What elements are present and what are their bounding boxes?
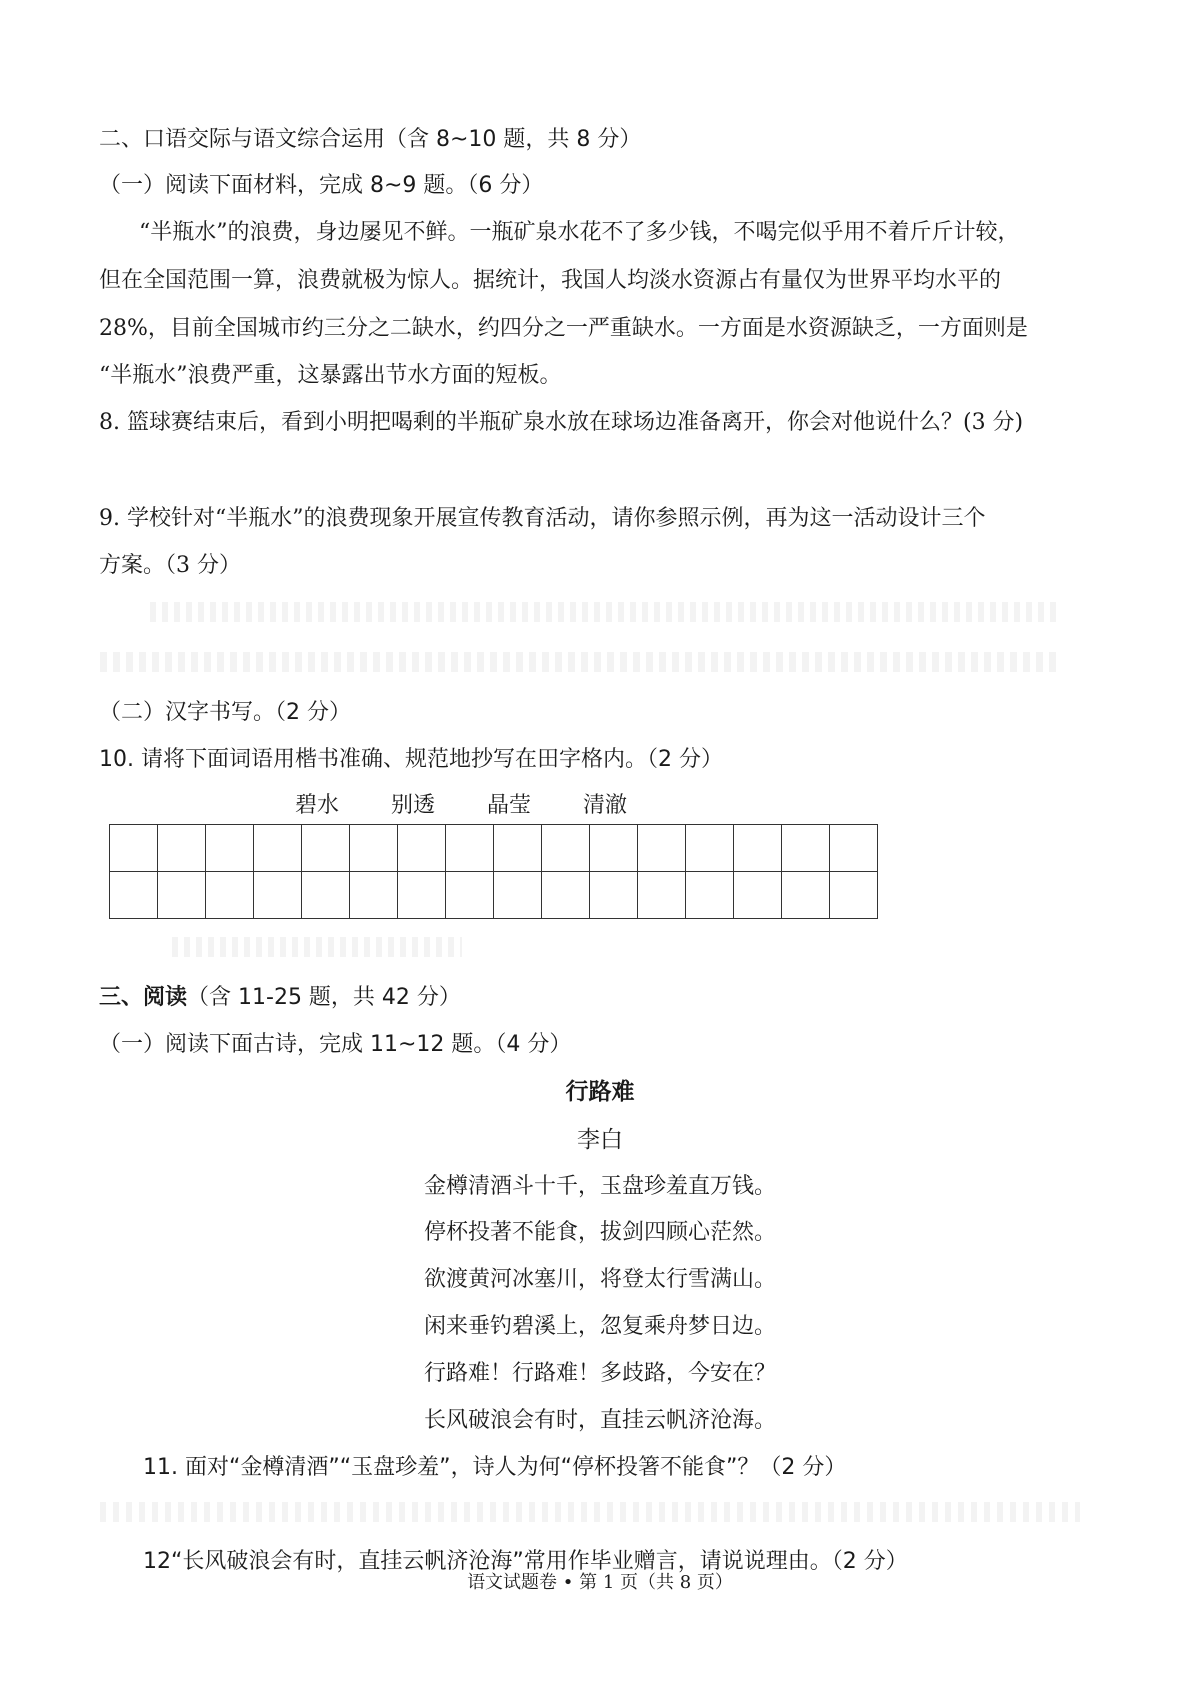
grid-row: [110, 825, 878, 872]
poem-author: 李白: [577, 1127, 623, 1153]
grid-cell[interactable]: [590, 825, 638, 872]
q10-word-1: 碧水: [295, 793, 340, 818]
section3-heading-rest: （含 11-25 题，共 42 分）: [187, 985, 461, 1010]
passage-line-4: “半瓶水”浪费严重，这暴露出节水方面的短板。: [99, 363, 562, 388]
section3-part1-heading: （一）阅读下面古诗，完成 11~12 题。（4 分）: [99, 1032, 572, 1057]
grid-cell[interactable]: [542, 825, 590, 872]
q10-word-4: 清澈: [583, 793, 628, 818]
page-footer: 语文试题卷 • 第 1 页（共 8 页）: [467, 1572, 733, 1593]
grid-cell[interactable]: [302, 825, 350, 872]
grid-cell[interactable]: [302, 872, 350, 919]
grid-cell[interactable]: [830, 872, 878, 919]
bleed-through-mark: [100, 652, 1060, 672]
grid-cell[interactable]: [398, 825, 446, 872]
grid-cell[interactable]: [638, 872, 686, 919]
grid-cell[interactable]: [686, 872, 734, 919]
passage-line-2: 但在全国范围一算，浪费就极为惊人。据统计，我国人均淡水资源占有量仅为世界平均水平的: [99, 268, 1002, 293]
part1-heading: （一）阅读下面材料，完成 8~9 题。（6 分）: [99, 173, 544, 198]
grid-cell[interactable]: [782, 825, 830, 872]
grid-cell[interactable]: [398, 872, 446, 919]
question-9-line-1: 9. 学校针对“半瓶水”的浪费现象开展宣传教育活动，请你参照示例，再为这一活动设计三个: [99, 506, 986, 531]
grid-cell[interactable]: [158, 872, 206, 919]
grid-cell[interactable]: [782, 872, 830, 919]
grid-cell[interactable]: [206, 825, 254, 872]
poem-line-4: 闲来垂钓碧溪上，忽复乘舟梦日边。: [423, 1314, 776, 1339]
bleed-through-mark: [100, 1502, 1080, 1522]
poem-line-2: 停杯投著不能食，拔剑四顾心茫然。: [423, 1220, 776, 1245]
grid-cell[interactable]: [638, 825, 686, 872]
section3-heading: [99, 983, 461, 1013]
question-8: 8. 篮球赛结束后，看到小明把喝剩的半瓶矿泉水放在球场边准备离开，你会对他说什么？(3 分): [99, 410, 1024, 435]
bleed-through-mark: [172, 937, 462, 957]
grid-cell[interactable]: [254, 872, 302, 919]
writing-grid[interactable]: [109, 824, 878, 919]
question-11: 11. 面对“金樽清酒”“玉盘珍羞”，诗人为何“停杯投箸不能食”？（2 分）: [143, 1455, 847, 1480]
grid-cell[interactable]: [494, 872, 542, 919]
grid-cell[interactable]: [734, 872, 782, 919]
question-9-line-2: 方案。（3 分）: [99, 553, 241, 578]
q10-word-2: 别透: [391, 793, 436, 818]
grid-cell[interactable]: [542, 872, 590, 919]
question-12: 12“长风破浪会有时，直挂云帆济沧海”常用作毕业赠言，请说说理由。（2 分）: [143, 1549, 908, 1574]
grid-cell[interactable]: [830, 825, 878, 872]
grid-cell[interactable]: [446, 872, 494, 919]
bleed-through-mark: [150, 602, 1060, 622]
grid-cell[interactable]: [446, 825, 494, 872]
grid-cell[interactable]: [686, 825, 734, 872]
grid-row: [110, 872, 878, 919]
section2-heading: 二、口语交际与语文综合运用（含 8~10 题，共 8 分）: [99, 127, 642, 152]
q10-word-3: 晶莹: [487, 793, 532, 818]
poem-line-1: 金樽清酒斗十千，玉盘珍羞直万钱。: [423, 1174, 776, 1199]
grid-cell[interactable]: [350, 872, 398, 919]
passage-line-3: 28%，目前全国城市约三分之二缺水，约四分之一严重缺水。一方面是水资源缺乏，一方面则是: [99, 316, 1028, 341]
poem-line-6: 长风破浪会有时，直挂云帆济沧海。: [423, 1408, 776, 1433]
grid-cell[interactable]: [254, 825, 302, 872]
grid-cell[interactable]: [590, 872, 638, 919]
grid-cell[interactable]: [350, 825, 398, 872]
question-10: 10. 请将下面词语用楷书准确、规范地抄写在田字格内。（2 分）: [99, 747, 723, 772]
poem-line-3: 欲渡黄河冰塞川，将登太行雪满山。: [423, 1267, 776, 1292]
grid-cell[interactable]: [110, 872, 158, 919]
passage-line-1: “半瓶水”的浪费，身边屡见不鲜。一瓶矿泉水花不了多少钱，不喝完似乎用不着斤斤计较，: [139, 220, 1020, 245]
grid-cell[interactable]: [734, 825, 782, 872]
grid-cell[interactable]: [206, 872, 254, 919]
section3-heading-bold: 三、阅读: [99, 985, 188, 1010]
poem-line-5: 行路难！行路难！多歧路，今安在？: [423, 1361, 776, 1386]
grid-cell[interactable]: [110, 825, 158, 872]
grid-cell[interactable]: [158, 825, 206, 872]
grid-cell[interactable]: [494, 825, 542, 872]
part2-heading: （二）汉字书写。（2 分）: [99, 700, 351, 725]
poem-title: 行路难: [565, 1079, 635, 1105]
